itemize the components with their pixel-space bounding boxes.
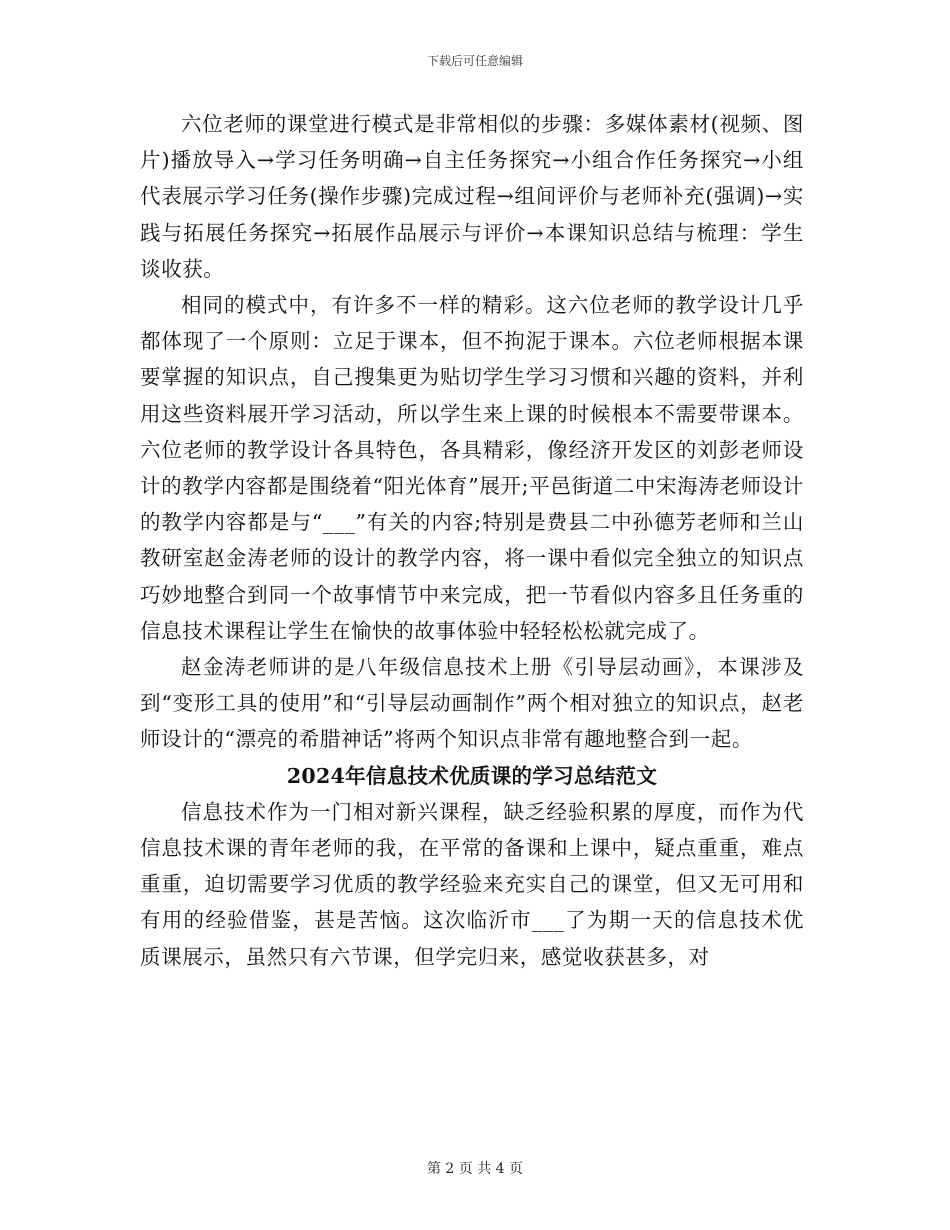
paragraph-zhao-lesson: 赵金涛老师讲的是八年级信息技术上册《引导层动画》，本课涉及到“变形工具的使用”和“引导层动画制作”两个相对独立的知识点，赵老师设计的“漂亮的希腊神话”将两个知识点非常有趣地整合到一起。 [140,655,804,752]
document-body [140,106,804,975]
paragraph-teaching-design: 相同的模式中，有许多不一样的精彩。这六位老师的教学设计几乎都体现了一个原则：立足于课本，但不拘泥于课本。六位老师根据本课要掌握的知识点，自己搜集更为贴切学生学习习惯和兴趣的资料，并利用这些资料展开学习活动，所以学生来上课的时候根本不需要带课本。六位老师的教学设计各具特色，各具精彩，像经济开发区的刘彭老师设计的教学内容都是围绕着“阳光体育”展开;平邑街道二中宋海涛老师设计的教学内容都是与“___”有关的内容;特别是费县二中孙德芳老师和兰山教研室赵金涛老师的设计的教学内容，将一课中看似完全独立的知识点巧妙地整合到同一个故事情节中来完成，把一节看似内容多且任务重的信息技术课程让学生在愉快的故事体验中轻轻松松就完成了。 [140,293,804,643]
paragraph-summary-intro: 信息技术作为一门相对新兴课程，缺乏经验积累的厚度，而作为代信息技术课的青年老师的我，在平常的备课和上课中，疑点重重，难点重重，迫切需要学习优质的教学经验来充实自己的课堂，但又无可用和有用的经验借鉴，甚是苦恼。这次临沂市___了为期一天的信息技术优质课展示，虽然只有六节课，但学完归来，感觉收获甚多，对 [140,799,804,969]
paragraph-teaching-mode: 六位老师的课堂进行模式是非常相似的步骤：多媒体素材(视频、图片)播放导入→学习任务明确→自主任务探究→小组合作任务探究→小组代表展示学习任务(操作步骤)完成过程→组间评价与老师补充(强调)→实践与拓展任务探究→拓展作品展示与评价→本课知识总结与梳理：学生谈收获。 [140,112,804,281]
section-title: 2024年信息技术优质课的学习总结范文 [286,763,658,788]
page-header: 下载后可任意编辑 [426,54,523,68]
page-footer: 第 2 页 共 4 页 [426,1161,524,1177]
